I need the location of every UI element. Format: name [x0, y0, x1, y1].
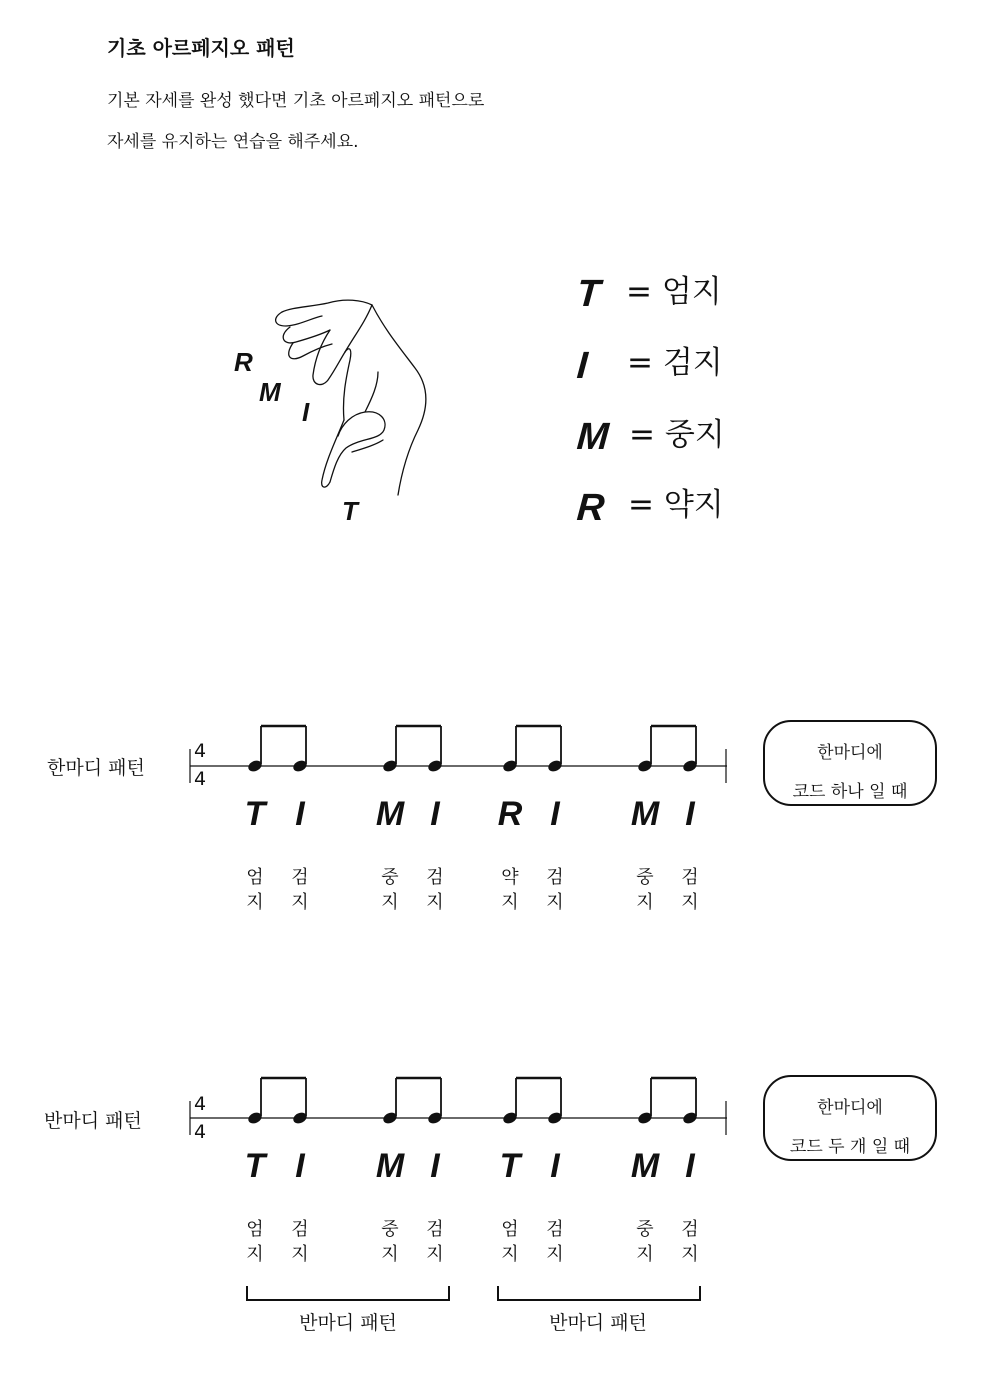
legend-letter-i: I — [575, 345, 590, 387]
pattern1-note-head-4 — [427, 759, 444, 774]
pattern2-finger-letter-1: T — [244, 1147, 266, 1185]
pattern1-note-head-7 — [637, 759, 654, 774]
pattern1-finger-letter-2: I — [295, 795, 305, 833]
pattern2-finger-name-1 — [240, 1217, 270, 1267]
pattern1-finger-letter-5: R — [497, 795, 523, 833]
pattern1-finger-name-2-char-2: 지 — [291, 892, 309, 913]
pattern1-finger-name-5-char-1: 약 — [501, 867, 519, 888]
pattern1-finger-name-7-char-2: 지 — [636, 892, 654, 913]
pattern1-finger-name-8 — [675, 865, 705, 915]
pattern2-finger-name-8-char-2: 지 — [681, 1244, 699, 1265]
pattern2-finger-name-6-char-2: 지 — [546, 1244, 564, 1265]
pattern2-bubble — [763, 1075, 937, 1161]
pattern2-finger-name-3-char-1: 중 — [381, 1219, 399, 1240]
pattern2-finger-name-4-char-1: 검 — [426, 1219, 444, 1240]
pattern1-finger-name-2 — [285, 865, 315, 915]
pattern2-finger-letter-3: M — [375, 1147, 405, 1185]
legend-meaning-r: = 약지 — [628, 487, 724, 523]
pattern1-finger-name-3-char-1: 중 — [381, 867, 399, 888]
brace-label-2: 반마디 패턴 — [549, 1312, 647, 1334]
pattern1-time-bottom: 4 — [194, 768, 207, 790]
pattern1-bubble-line1: 한마디에 — [817, 743, 883, 763]
page-title: 기초 아르페지오 패턴 — [107, 36, 295, 60]
legend-letter-t: T — [575, 273, 602, 315]
pattern2-bubble-line1: 한마디에 — [817, 1098, 883, 1118]
pattern2-finger-name-1-char-1: 엄 — [246, 1219, 264, 1240]
pattern2-finger-name-8 — [675, 1217, 705, 1267]
legend-letter-m: M — [575, 416, 611, 458]
pattern2-note-head-1 — [247, 1111, 264, 1126]
pattern2-finger-letter-2: I — [295, 1147, 305, 1185]
pattern2-finger-letter-5: T — [499, 1147, 521, 1185]
pattern1-finger-name-4-char-1: 검 — [426, 867, 444, 888]
pattern1-finger-letter-8: I — [685, 795, 695, 833]
pattern1-time-top: 4 — [194, 740, 207, 762]
pattern2-finger-name-5-char-1: 엄 — [501, 1219, 519, 1240]
pattern2-finger-letter-6: I — [550, 1147, 560, 1185]
pattern1-note-head-6 — [547, 759, 564, 774]
pattern1-finger-letter-4: I — [430, 795, 440, 833]
pattern1-finger-name-5 — [495, 865, 525, 915]
pattern1-finger-name-1 — [240, 865, 270, 915]
pattern1-bubble — [763, 720, 937, 806]
pattern2-finger-letter-7: M — [630, 1147, 660, 1185]
pattern1-finger-name-4 — [420, 865, 450, 915]
pattern2-note-head-2 — [292, 1111, 309, 1126]
pattern1-note-head-3 — [382, 759, 399, 774]
pattern1-note-head-1 — [247, 759, 264, 774]
pattern2-finger-name-7-char-2: 지 — [636, 1244, 654, 1265]
pattern2-finger-name-2-char-1: 검 — [291, 1219, 309, 1240]
pattern2-finger-name-8-char-1: 검 — [681, 1219, 699, 1240]
pattern1-finger-name-3 — [375, 865, 405, 915]
pattern2-finger-name-4-char-2: 지 — [426, 1244, 444, 1265]
pattern1-finger-name-7-char-1: 중 — [636, 867, 654, 888]
pattern1-finger-letter-7: M — [630, 795, 660, 833]
legend-meaning-t: = 엄지 — [626, 274, 722, 310]
pattern2-bubble-line2: 코드 두 개 일 때 — [789, 1137, 911, 1157]
brace-label-1: 반마디 패턴 — [299, 1312, 397, 1334]
pattern1-finger-name-4-char-2: 지 — [426, 892, 444, 913]
pattern1-finger-letter-1: T — [244, 795, 266, 833]
legend-letter-r: R — [575, 487, 606, 529]
pattern1-finger-letter-6: I — [550, 795, 560, 833]
pattern1-finger-name-1-char-2: 지 — [246, 892, 264, 913]
pattern1-finger-name-1-char-1: 엄 — [246, 867, 264, 888]
pattern2-finger-name-3-char-2: 지 — [381, 1244, 399, 1265]
pattern2-finger-name-6-char-1: 검 — [546, 1219, 564, 1240]
pattern1-finger-name-8-char-2: 지 — [681, 892, 699, 913]
pattern2-finger-name-6 — [540, 1217, 570, 1267]
legend-meaning-m: = 중지 — [629, 417, 725, 453]
pattern2-finger-name-3 — [375, 1217, 405, 1267]
pattern2-label: 반마디 패턴 — [44, 1110, 142, 1132]
pattern2-finger-name-2 — [285, 1217, 315, 1267]
pattern2-time-bottom: 4 — [194, 1121, 207, 1143]
pattern2-finger-letter-8: I — [685, 1147, 695, 1185]
pattern1-finger-name-6-char-2: 지 — [546, 892, 564, 913]
pattern2-finger-name-1-char-2: 지 — [246, 1244, 264, 1265]
pattern2-finger-name-5-char-2: 지 — [501, 1244, 519, 1265]
pattern2-note-head-8 — [682, 1111, 699, 1126]
hand-label-r: R — [234, 347, 253, 377]
pattern1-note-head-2 — [292, 759, 309, 774]
hand-label-t: T — [342, 496, 358, 526]
pattern2-note-head-3 — [382, 1111, 399, 1126]
pattern2-note-head-6 — [547, 1111, 564, 1126]
pattern1-finger-name-8-char-1: 검 — [681, 867, 699, 888]
pattern2-finger-name-7 — [630, 1217, 660, 1267]
hand-label-i: I — [302, 397, 310, 427]
pattern2-finger-name-7-char-1: 중 — [636, 1219, 654, 1240]
pattern2-time-top: 4 — [194, 1093, 207, 1115]
intro-line-1: 기본 자세를 완성 했다면 기초 아르페지오 패턴으로 — [107, 91, 485, 111]
pattern2-finger-name-5 — [495, 1217, 525, 1267]
pattern1-finger-name-5-char-2: 지 — [501, 892, 519, 913]
pattern1-finger-name-7 — [630, 865, 660, 915]
pattern1-finger-letter-3: M — [375, 795, 405, 833]
pattern1-finger-name-2-char-1: 검 — [291, 867, 309, 888]
pattern1-finger-name-3-char-2: 지 — [381, 892, 399, 913]
hand-label-m: M — [259, 377, 281, 407]
pattern2-note-head-4 — [427, 1111, 444, 1126]
legend-meaning-i: = 검지 — [627, 345, 723, 381]
pattern1-finger-name-6-char-1: 검 — [546, 867, 564, 888]
pattern1-bubble-line2: 코드 하나 일 때 — [792, 782, 908, 802]
pattern1-note-head-5 — [502, 759, 519, 774]
pattern2-note-head-7 — [637, 1111, 654, 1126]
pattern1-label: 한마디 패턴 — [47, 757, 145, 779]
pattern2-note-head-5 — [502, 1111, 519, 1126]
pattern2-finger-letter-4: I — [430, 1147, 440, 1185]
intro-line-2: 자세를 유지하는 연습을 해주세요. — [107, 132, 359, 152]
pattern2-finger-name-4 — [420, 1217, 450, 1267]
pattern2-finger-name-2-char-2: 지 — [291, 1244, 309, 1265]
pattern1-note-head-8 — [682, 759, 699, 774]
pattern1-finger-name-6 — [540, 865, 570, 915]
